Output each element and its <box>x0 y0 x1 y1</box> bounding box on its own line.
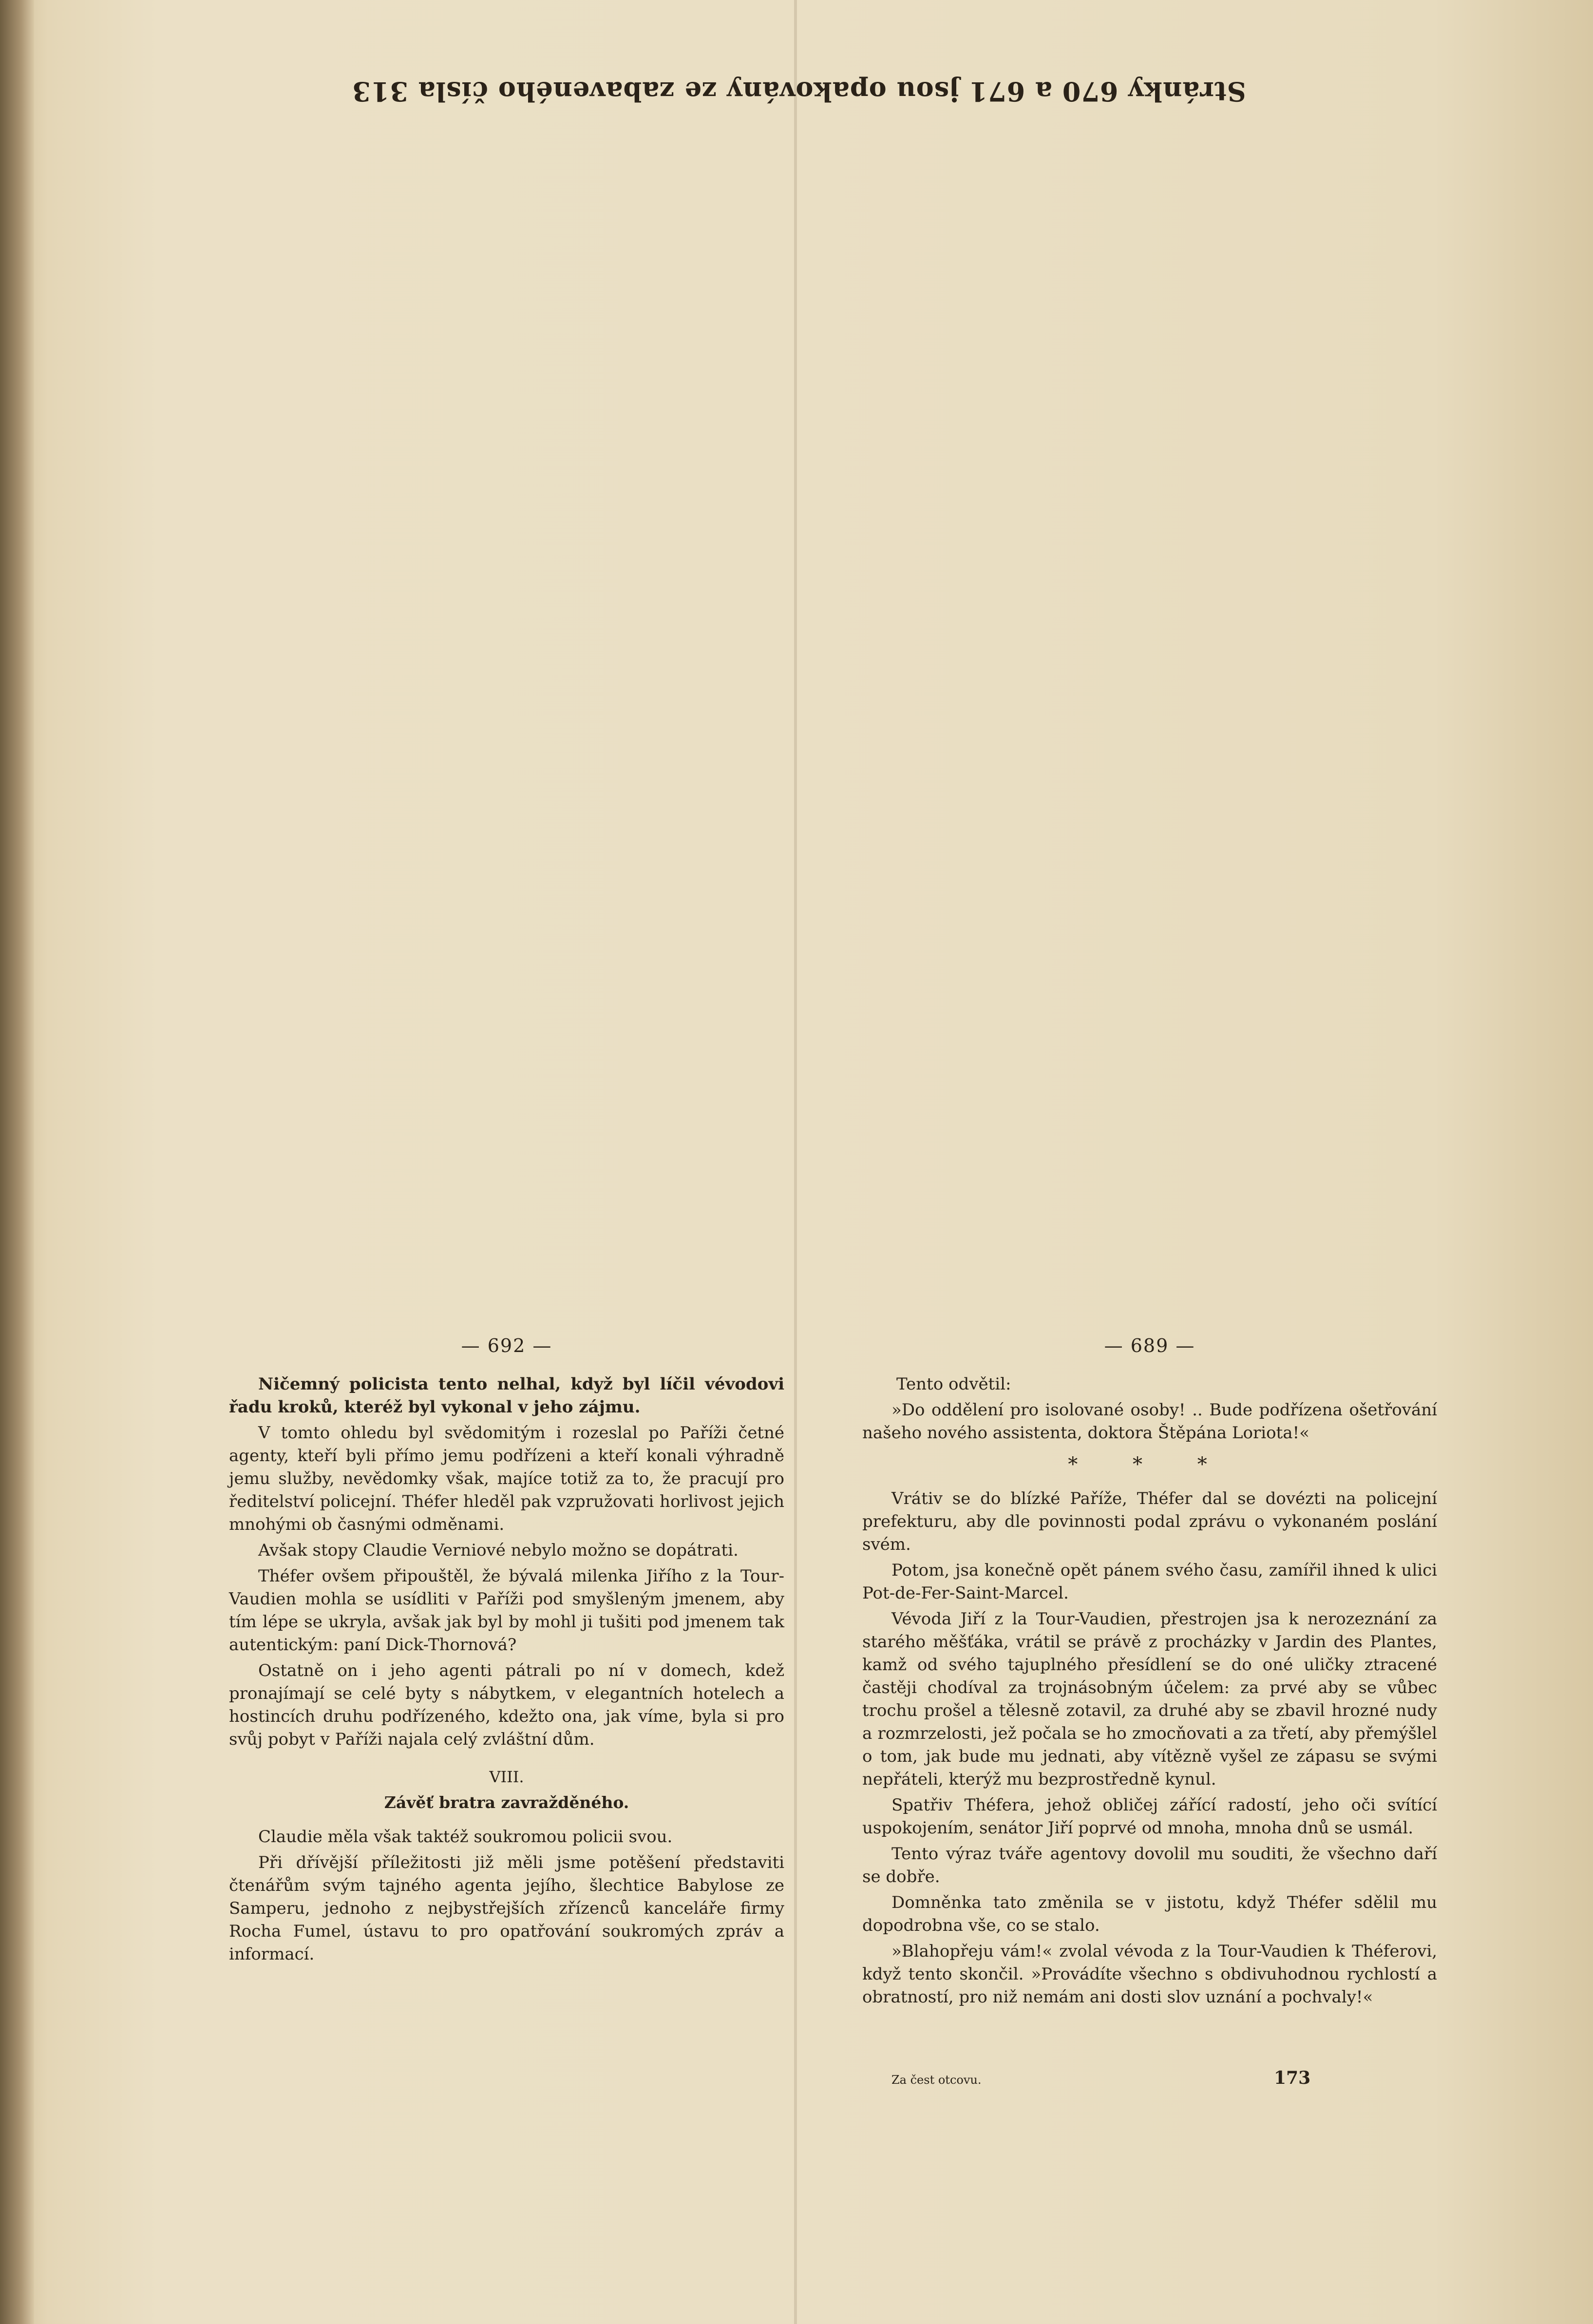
paragraph: »Blahopřeju vám!« zvolal vévoda z la Tour-Vaudien k Théferovi, když tento skončil. »Provádíte všechno s obdivuhodnou rychlostí a obratností, pro niž nemám ani dosti slov uznání a pochvaly!« <box>862 1942 1437 2007</box>
paragraph: Potom, jsa konečně opět pánem svého času, zamířil ihned k ulici Pot-de-Fer-Saint-Marcel. <box>862 1561 1437 1603</box>
paragraph: Spatřiv Théfera, jehož obličej zářící radostí, jeho oči svítící uspokojením, senátor Jiří poprvé od mnoha, mnoha dnů se usmál. <box>862 1795 1437 1838</box>
paragraph: Vévoda Jiří z la Tour-Vaudien, přestrojen jsa k nerozeznání za starého měšťáka, vrátil se právě z procházky v Jardin des Plantes, kamž od svého tajuplného přesídlení se do oné uličky ztracené častěji chodíval za trojnásobným účelem: za prvé aby se vůbec trochu prošel a tělesně zotavil, za druhé aby se zbavil hrozné nudy a rozmrzelosti, jež počala se ho zmocňovati a za třetí, aby přemýšlel o tom, jak bude mu jednati, aby vítězně vyšel ze zápasu se svými nepřáteli, kterýž mu bezprostředně kynul. <box>862 1609 1437 1789</box>
footer-title: Za čest otcovu. <box>891 2073 982 2087</box>
paragraph: Théfer ovšem připouštěl, že bývalá milenka Jiřího z la Tour-Vaudien mohla se usídliti v Paříži pod smyšleným jmenem, aby tím lépe se ukryla, avšak jak byl by mohl ji tušiti pod jmenem tak autentickým: paní Dick-Thornová? <box>229 1566 784 1655</box>
paragraph: Avšak stopy Claudie Verniové nebylo možno se dopátrati. <box>258 1541 739 1560</box>
folio-692: — 692 — <box>461 1335 552 1356</box>
quote-paragraph: »Do oddělení pro isolované osoby! .. Bude podřízena ošetřování našeho nového assistenta, doktora Štěpána Loriota!« <box>862 1400 1437 1443</box>
page-692-column <box>229 1335 784 1969</box>
chapter-number: VIII. <box>489 1768 524 1786</box>
paragraph: Vrátiv se do blízké Paříže, Théfer dal se dovézti na policejní prefekturu, aby dle povinnosti podal zprávu o vykonaném poslání svém. <box>862 1489 1437 1554</box>
page-number: 173 <box>1274 2068 1311 2088</box>
paragraph: Ostatně on i jeho agenti pátrali po ní v domech, kdež pronajímají se celé byty s nábytkem, v elegantních hotelech a hostincích druhu podřízeného, kdežto ona, jak víme, byla si pro svůj pobyt v Paříži najala celý zvláštní dům. <box>229 1661 784 1749</box>
paragraph: Při dřívější příležitosti již měli jsme potěšení představiti čtenářům svým tajného agenta jejího, šlechtice Babylose ze Samperu, jednoho z nejbystřejších zřízenců kanceláře firmy Rocha Fumel, ústavu to pro opatřování soukromých zpráv a informací. <box>229 1853 784 1964</box>
paragraph: Domněnka tato změnila se v jistotu, když Théfer sdělil mu dopodrobna vše, co se stalo. <box>862 1893 1437 1935</box>
banner-title: Stránky 670 a 671 jsou opakovány ze zabaveného čísla 313 <box>352 76 1246 107</box>
folio-689: — 689 — <box>1104 1335 1195 1356</box>
section-stars: * * * <box>1068 1453 1232 1476</box>
page-689-column <box>862 1335 1437 2012</box>
paragraph: Tento výraz tváře agentovy dovolil mu souditi, že všechno daří se dobře. <box>862 1844 1437 1886</box>
paragraph: V tomto ohledu byl svědomitým i rozeslal po Paříži četné agenty, kteří byli přímo jemu podřízeni a kteří konali výhradně jemu služby, nevědomky však, majíce totiž za to, že pracují pro ředitelství policejní. Théfer hleděl pak vzpružovati horlivost jejich mnohými ob časnými odměnami. <box>229 1423 784 1534</box>
paragraph: Ničemný policista tento nelhal, když byl líčil vévodovi řadu kroků, kteréž byl vykonal v jeho zájmu. <box>229 1374 784 1417</box>
chapter-title: Závěť bratra zavražděného. <box>384 1793 629 1812</box>
paragraph: Claudie měla však taktéž soukromou policii svou. <box>258 1827 673 1847</box>
intro-line: Tento odvětil: <box>896 1374 1011 1394</box>
